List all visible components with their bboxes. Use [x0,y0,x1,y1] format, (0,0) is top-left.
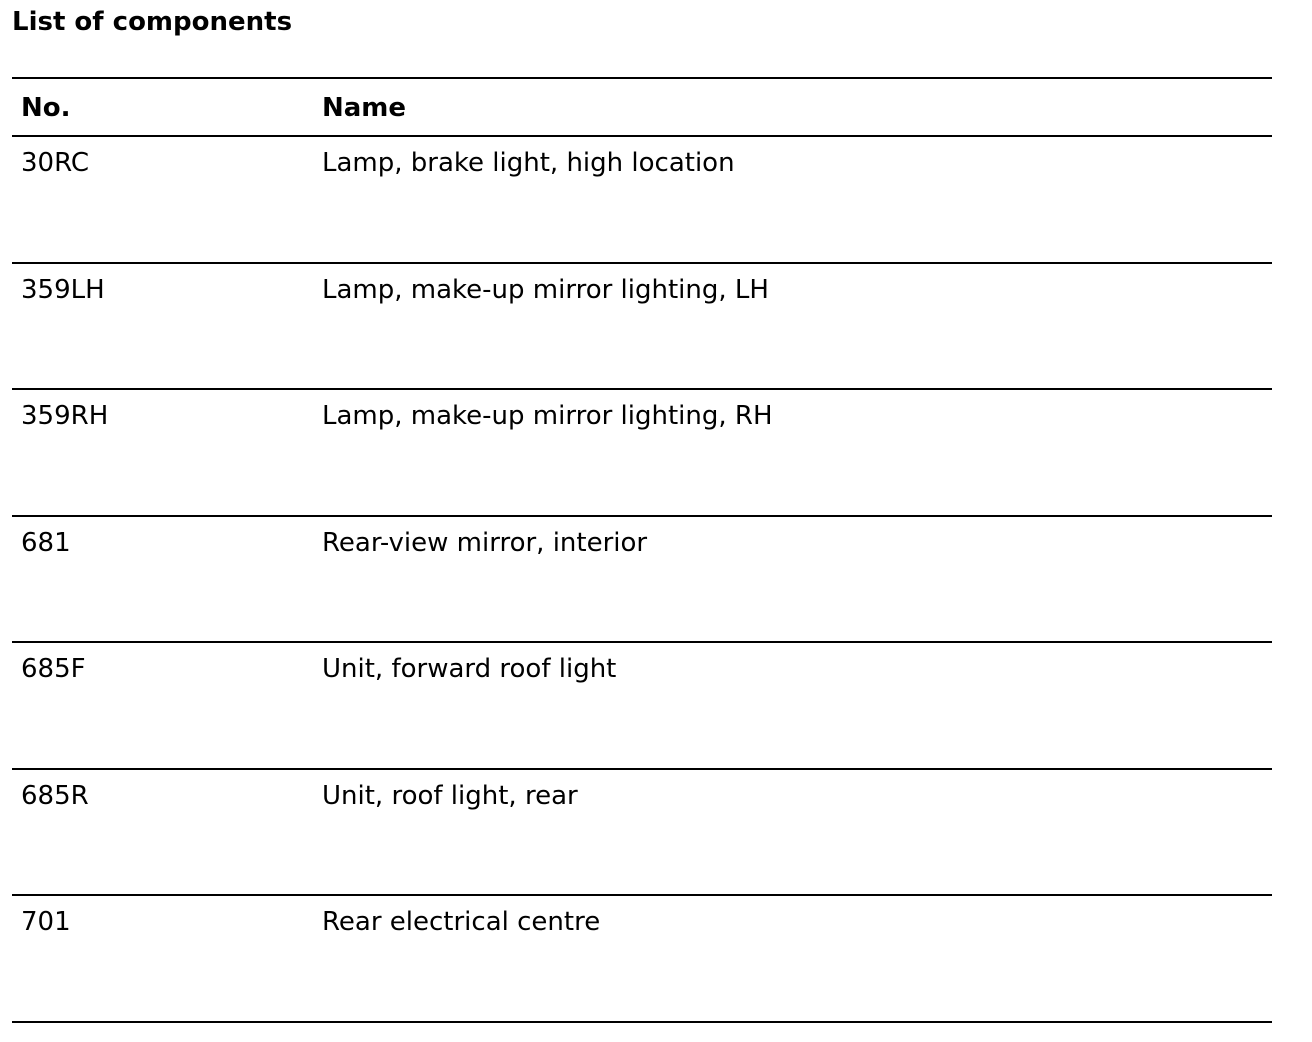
component-name: Unit, forward roof light [322,654,617,684]
component-number: 359RH [21,401,109,431]
component-name: Lamp, brake light, high location [322,148,735,178]
component-number: 685F [21,654,86,684]
component-name: Rear-view mirror, interior [322,527,648,558]
component-name: Rear electrical centre [322,907,601,937]
table-row [12,517,1272,644]
table-row [12,643,1272,770]
document-title: List of components [12,7,293,37]
components-table [12,77,1272,1023]
component-name: Unit, roof light, rear [322,780,578,811]
component-number: 359LH [21,274,105,305]
header-no: No. [21,93,71,123]
table-row [12,770,1272,897]
component-number: 30RC [21,148,90,178]
component-name: Lamp, make-up mirror lighting, LH [322,274,769,305]
table-row [12,896,1272,1023]
component-number: 685R [21,780,89,811]
table-row [12,264,1272,391]
component-number: 701 [21,907,71,937]
component-number: 681 [21,527,71,558]
table-row [12,390,1272,517]
table-row [12,137,1272,264]
table-header-row [12,79,1272,137]
component-name: Lamp, make-up mirror lighting, RH [322,401,773,431]
header-name: Name [322,93,407,123]
